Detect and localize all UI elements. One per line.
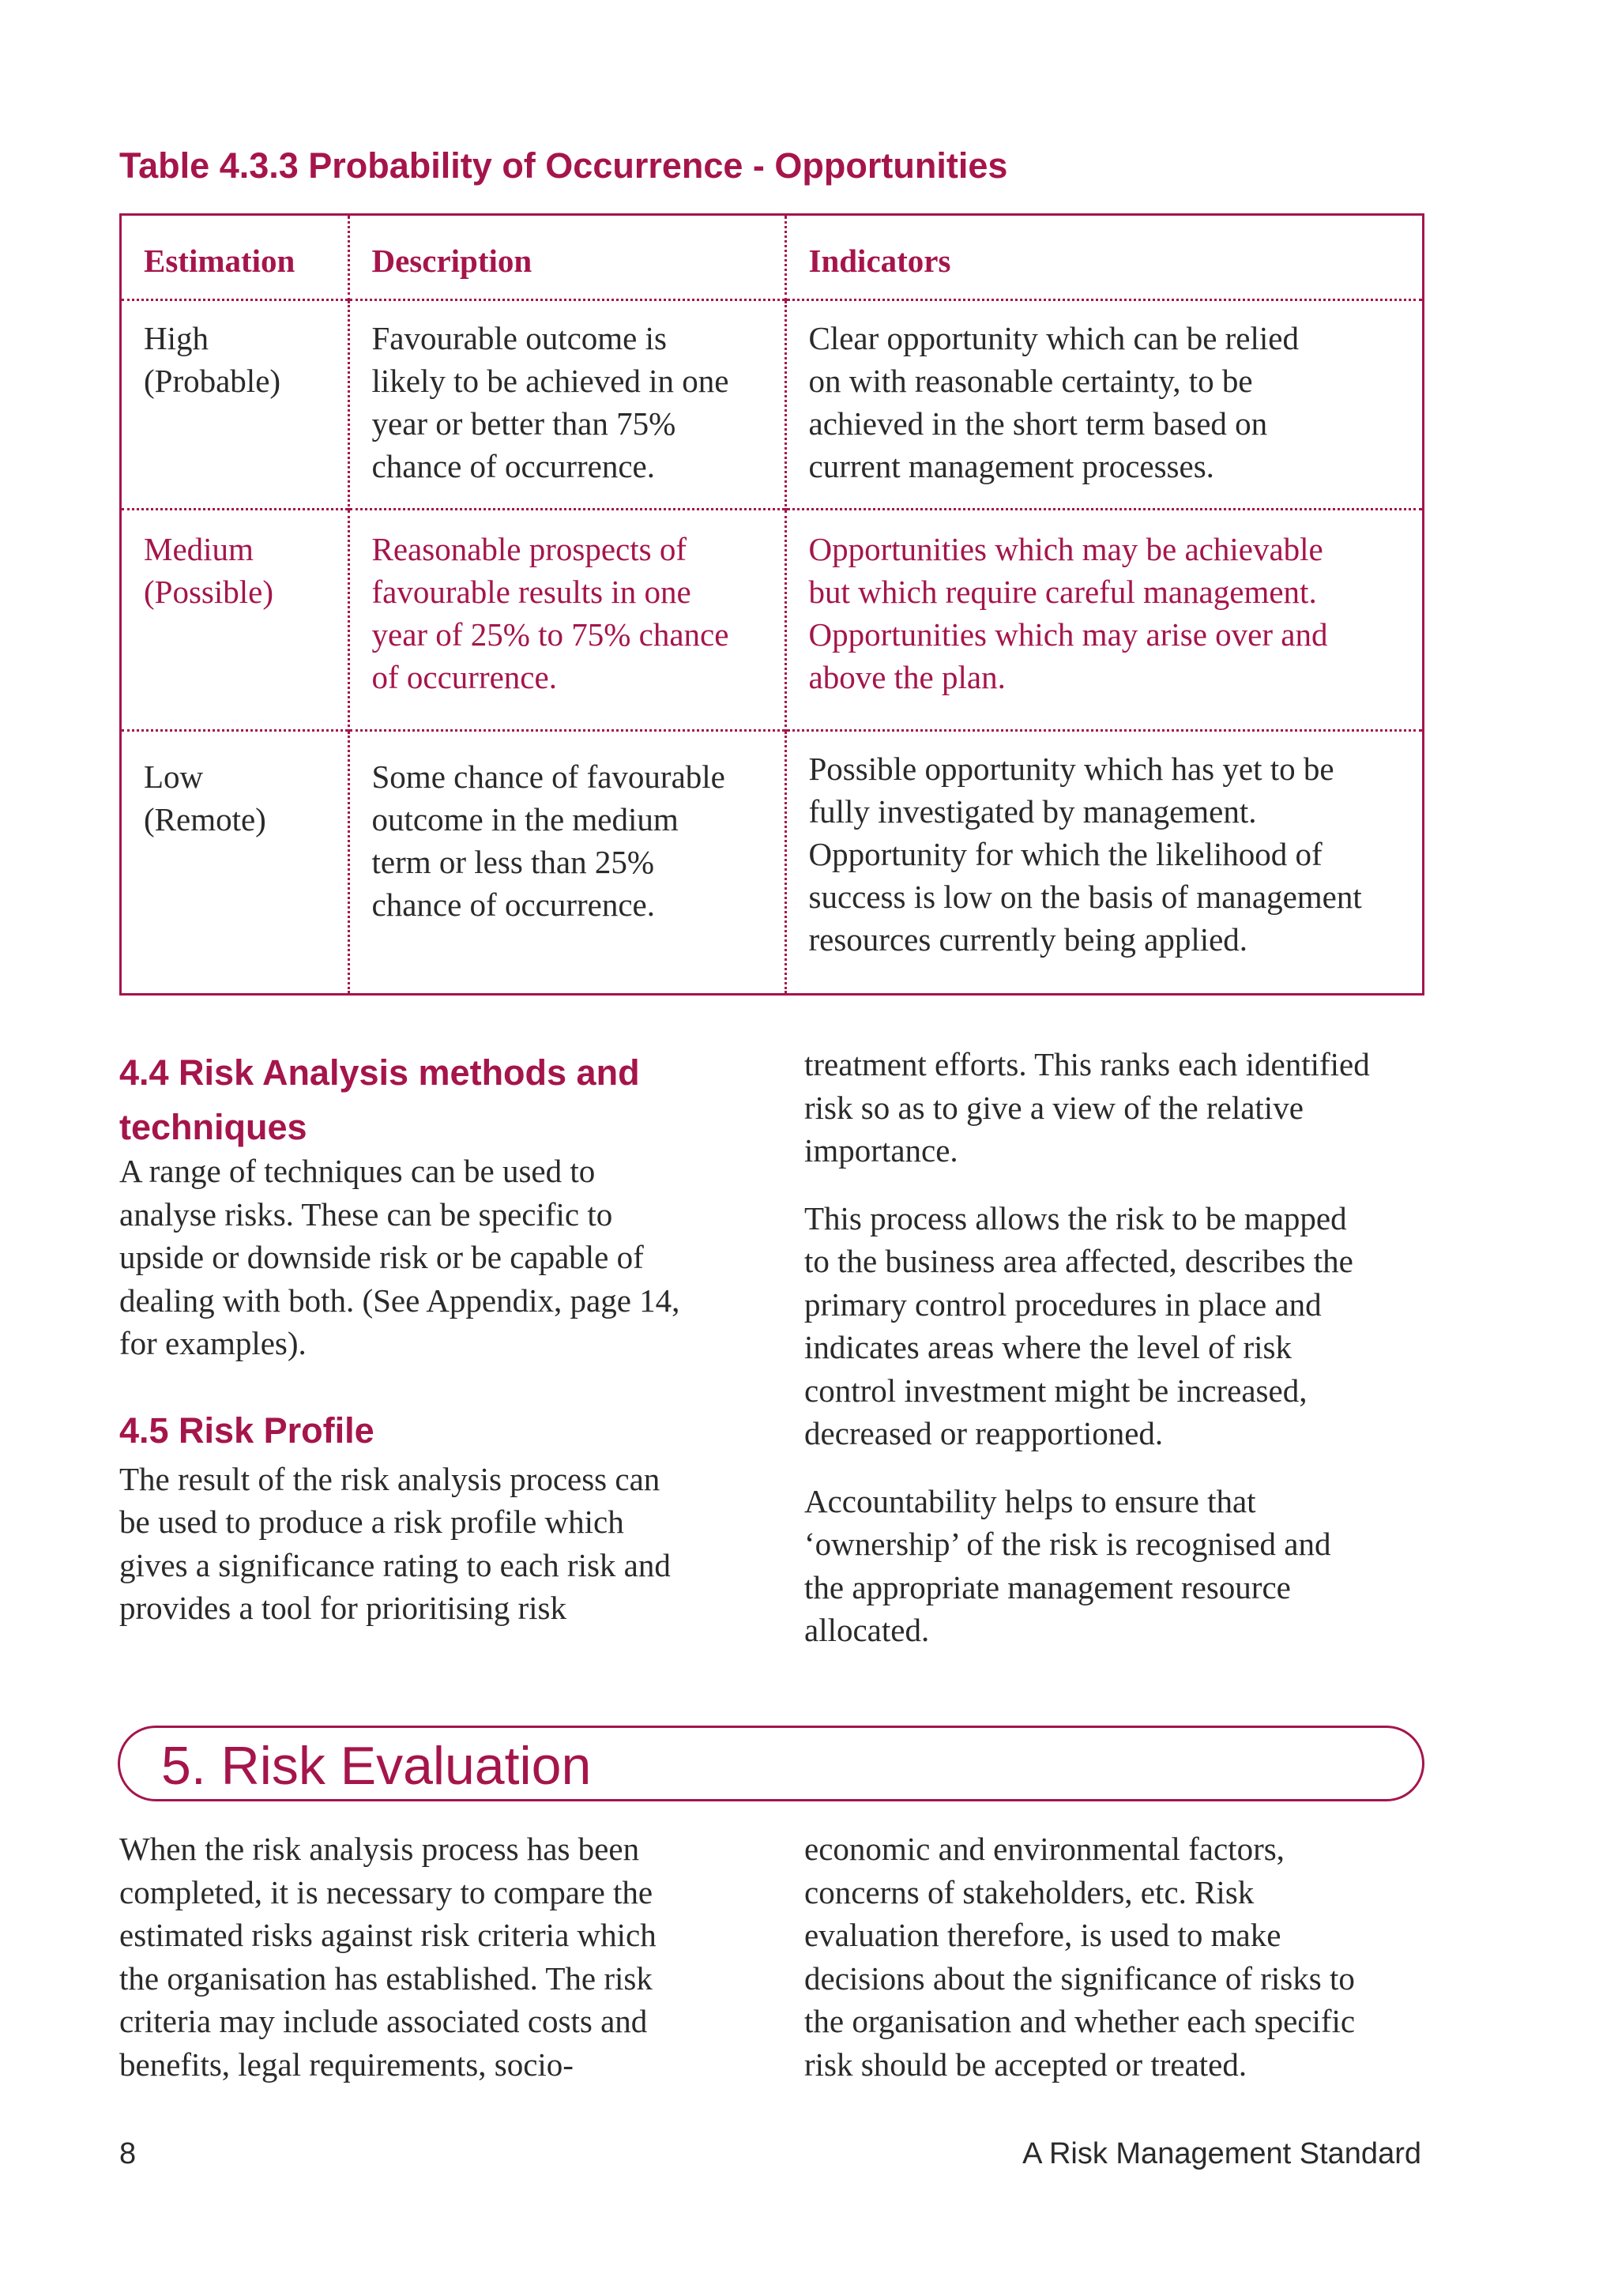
cell-estimation: Low (Remote) bbox=[122, 730, 348, 993]
cell-estimation: Medium (Possible) bbox=[122, 509, 348, 730]
cell-indicators: Opportunities which may be achievable but which require careful management. Opportunities which may arise over and above the plan. bbox=[785, 509, 1422, 730]
cell-description: Favourable outcome is likely to be achieved in one year or better than 75% chance of occurrence. bbox=[348, 299, 785, 509]
right-paragraph-2: This process allows the risk to be mapped to the business area affected, describes the primary control procedures in place and indicates areas where the level of risk control investment might be increased, decreased or reapportioned. bbox=[804, 1199, 1353, 1451]
section-4-4-heading: 4.4 Risk Analysis methods and techniques bbox=[119, 1052, 640, 1147]
section-5-left-column bbox=[119, 1827, 767, 2110]
header-indicators: Indicators bbox=[785, 216, 1422, 299]
section-4-5-heading: 4.5 Risk Profile bbox=[119, 1410, 374, 1451]
right-paragraph-3: Accountability helps to ensure that ‘ownership’ of the risk is recognised and the appropriate management resource allocated. bbox=[804, 1482, 1331, 1648]
page-number: 8 bbox=[119, 2137, 137, 2170]
cell-estimation: High (Probable) bbox=[122, 299, 348, 509]
table-row-high bbox=[122, 299, 1422, 509]
header-description: Description bbox=[348, 216, 785, 299]
left-column bbox=[119, 1045, 751, 1654]
cell-description: Some chance of favourable outcome in the medium term or less than 25% chance of occurrence. bbox=[348, 730, 785, 993]
right-paragraph-1: treatment efforts. This ranks each identified risk so as to give a view of the relative importance. bbox=[804, 1046, 1370, 1169]
right-column bbox=[804, 1043, 1436, 1677]
footer-document-title: A Risk Management Standard bbox=[1022, 2137, 1421, 2170]
table-title: Table 4.3.3 Probability of Occurrence - Opportunities bbox=[119, 145, 1008, 186]
section-5-right-text: economic and environmental factors, concerns of stakeholders, etc. Risk evaluation therefore, is used to make decisions about the significance of risks to the organisation and whether each specific risk should be accepted or treated. bbox=[804, 1831, 1356, 2083]
table-header-row bbox=[122, 216, 1422, 299]
probability-table bbox=[119, 213, 1424, 996]
section-4-4-body: A range of techniques can be used to analyse risks. These can be specific to upside or downside risk or be capable of dealing with both. (See Appendix, page 14, for examples). bbox=[119, 1153, 680, 1361]
table-row-medium bbox=[122, 509, 1422, 730]
section-5-left-text: When the risk analysis process has been completed, it is necessary to compare the estimated risks against risk criteria which the organisation has established. The risk criteria may include associated costs and benefits, legal requirements, socio- bbox=[119, 1831, 657, 2083]
header-estimation: Estimation bbox=[144, 243, 295, 279]
cell-description: Reasonable prospects of favourable results in one year of 25% to 75% chance of occurrence. bbox=[348, 509, 785, 730]
section-4-5-body: The result of the risk analysis process can be used to produce a risk profile which gives a significance rating to each risk and provides a tool for prioritising risk bbox=[119, 1460, 671, 1626]
cell-indicators: Clear opportunity which can be relied on with reasonable certainty, to be achieved in the short term based on current management processes. bbox=[785, 299, 1422, 509]
table-row-low bbox=[122, 730, 1422, 993]
section-5-heading: 5. Risk Evaluation bbox=[161, 1736, 592, 1796]
section-5-banner bbox=[118, 1726, 1424, 1801]
cell-indicators: Possible opportunity which has yet to be fully investigated by management. Opportunity for which the likelihood of success is low on the basis of management resources currently being applied. bbox=[785, 730, 1422, 993]
section-5-right-column bbox=[804, 1827, 1436, 2110]
